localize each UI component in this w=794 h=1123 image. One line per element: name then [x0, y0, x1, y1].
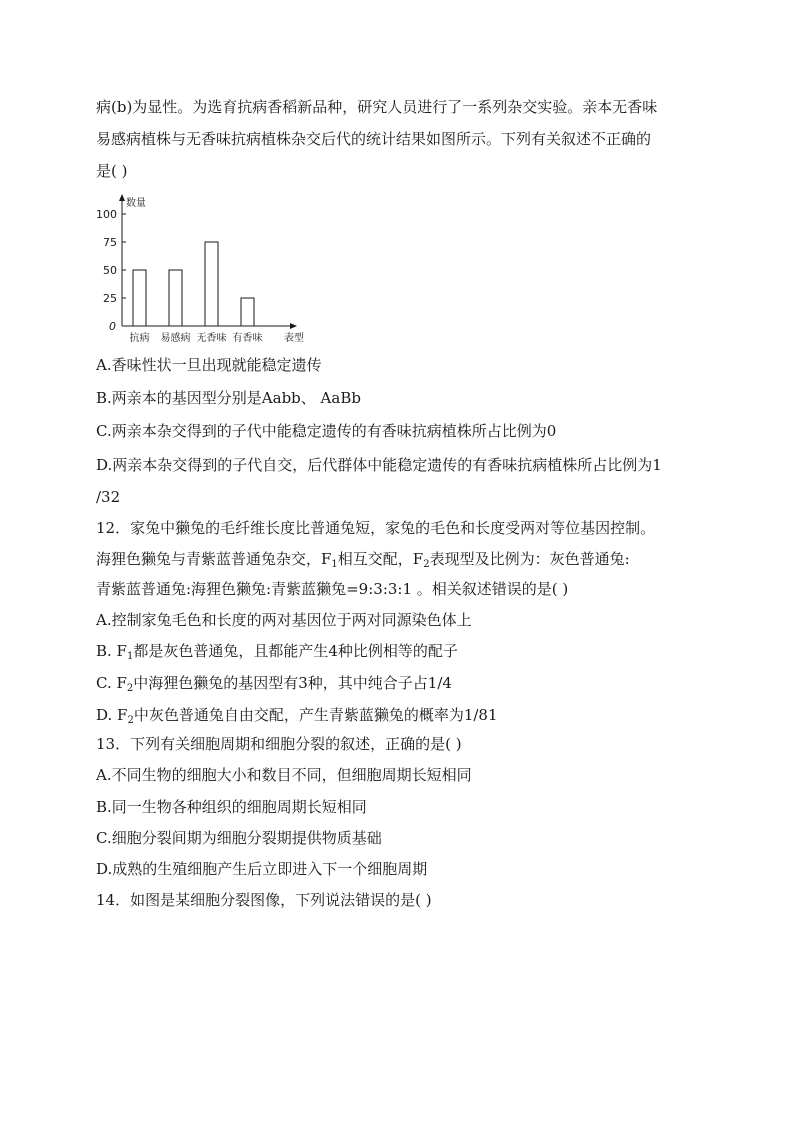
q14-stem: 14．如图是某细胞分裂图像，下列说法错误的是( ) — [96, 891, 432, 909]
y-tick-label: 50 — [103, 264, 117, 277]
chart-labels — [96, 196, 304, 344]
q11-option-c: C.两亲本杂交得到的子代中能稳定遗传的有香味抗病植株所占比例为0 — [96, 422, 557, 440]
y-tick-label: 75 — [103, 236, 117, 249]
y-tick-label: 100 — [96, 208, 117, 221]
x-tick-label: 抗病 — [129, 333, 150, 344]
q11-option-d-continued: /32 — [96, 488, 121, 506]
bar-4 — [241, 298, 254, 326]
q13-option-c: C.细胞分裂间期为细胞分裂期提供物质基础 — [96, 829, 382, 847]
q12-option-b: B. $F_1$都是灰色普通兔，且都能产生4种比例相等的配子 — [96, 642, 458, 662]
q11-stem-line-1: 病(b)为显性。为选育抗病香稻新品种，研究人员进行了一系列杂交实验。亲本无香味 — [96, 98, 658, 116]
chart-bars — [133, 242, 254, 326]
q12-stem-line-1: 12．家兔中獭兔的毛纤维长度比普通兔短，家兔的毛色和长度受两对等位基因控制。 — [96, 519, 656, 537]
x-tick-label: 有香味 — [232, 333, 263, 344]
q12-option-d: D. $F_2$中灰色普通兔自由交配，产生青紫蓝獭兔的概率为1/81 — [96, 706, 498, 726]
q11-option-a: A.香味性状一旦出现就能稳定遗传 — [96, 356, 322, 374]
q13-option-d: D.成熟的生殖细胞产生后立即进入下一个细胞周期 — [96, 860, 428, 878]
q12-option-c: C. $F_2$中海狸色獭兔的基因型有3种，其中纯合子占1/4 — [96, 674, 452, 694]
bar-2 — [169, 270, 182, 326]
q11-option-d: D.两亲本杂交得到的子代自交，后代群体中能稳定遗传的有香味抗病植株所占比例为1 — [96, 456, 662, 474]
phenotype-bar-chart — [96, 190, 316, 350]
y-tick-label: 25 — [103, 292, 117, 305]
q11-stem-line-2: 易感病植株与无香味抗病植株杂交后代的统计结果如图所示。下列有关叙述不正确的 — [96, 130, 652, 148]
x-axis-arrow-icon — [290, 323, 297, 329]
x-axis-label: 表型 — [284, 333, 304, 344]
q11-option-b: B.两亲本的基因型分别是Aabb、 AaBb — [96, 389, 361, 407]
y-axis-label: 数量 — [126, 198, 146, 209]
q11-stem-line-3: 是( ) — [96, 162, 128, 180]
q13-option-a: A.不同生物的细胞大小和数目不同，但细胞周期长短相同 — [96, 766, 472, 784]
q13-option-b: B.同一生物各种组织的细胞周期长短相同 — [96, 798, 367, 816]
q12-stem-line-2: 海狸色獭兔与青紫蓝普通兔杂交，$F_1$相互交配，$F_2$表现型及比例为：灰色普通兔: — [96, 550, 630, 570]
q12-option-a: A.控制家兔毛色和长度的两对基因位于两对同源染色体上 — [96, 611, 472, 629]
bar-3 — [205, 242, 218, 326]
bar-1 — [133, 270, 146, 326]
q13-stem: 13．下列有关细胞周期和细胞分裂的叙述，正确的是( ) — [96, 735, 462, 753]
y-axis-arrow-icon — [119, 194, 125, 201]
x-tick-label: 易感病 — [160, 333, 191, 344]
q12-stem-line-3: 青紫蓝普通兔:海狸色獭兔:青紫蓝獭兔=9:3:3:1 。相关叙述错误的是( ) — [96, 580, 569, 598]
origin-label: 0 — [109, 320, 116, 333]
x-tick-label: 无香味 — [196, 333, 227, 344]
